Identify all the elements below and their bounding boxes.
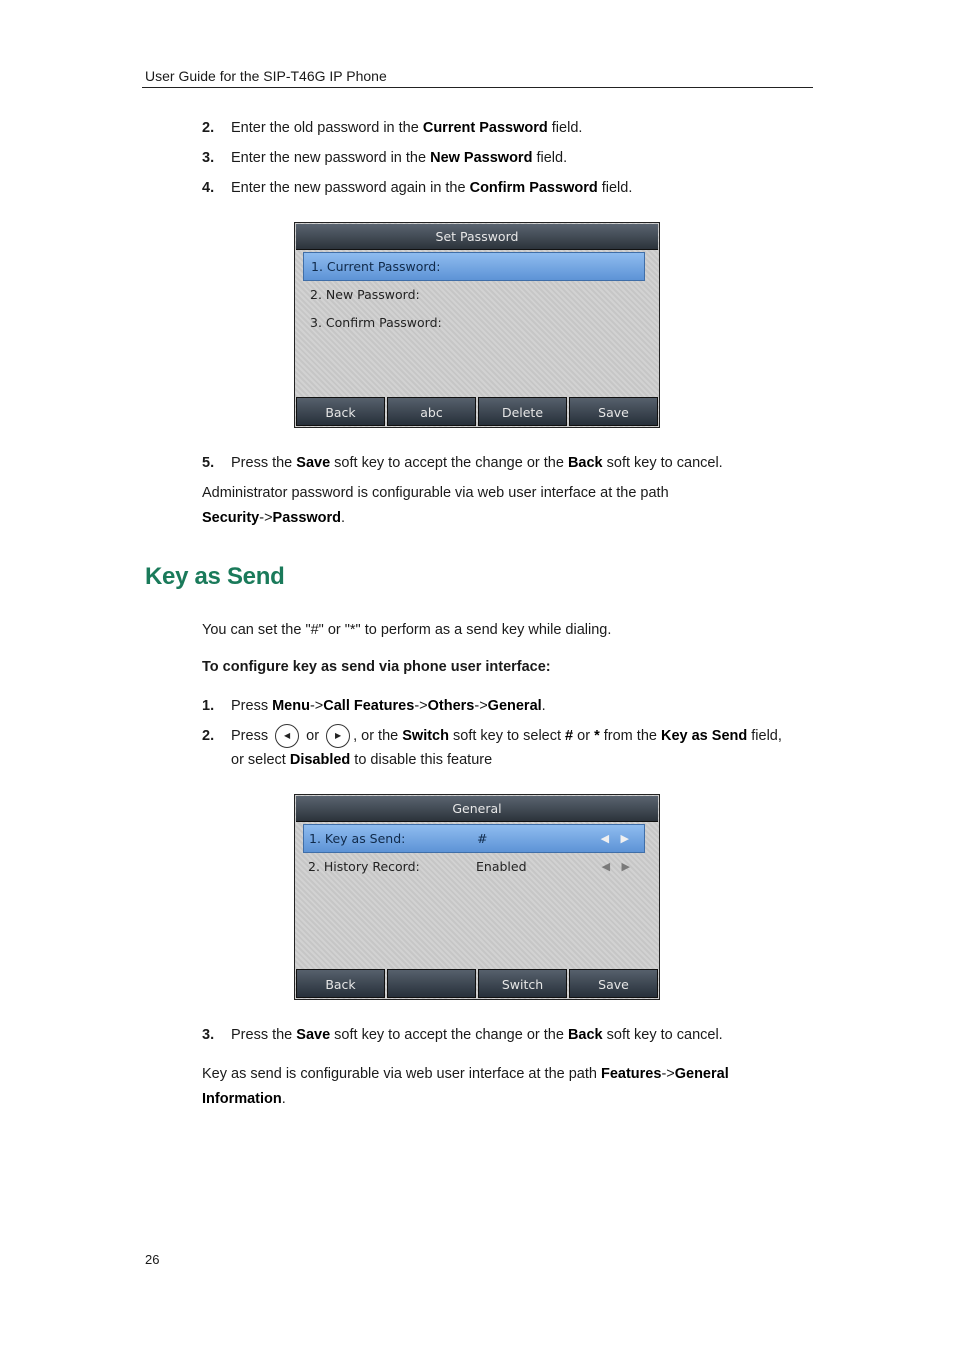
empty-softkey (387, 969, 476, 998)
step-2: 2. Enter the old password in the Current Password field. (202, 120, 583, 136)
admin-note: Administrator password is configurable via web user interface at the path Security->Password. (202, 485, 669, 526)
step-b1: 1. Press Menu->Call Features->Others->General. (202, 698, 546, 714)
left-right-arrow-icon[interactable]: ◀ ▶ (600, 832, 633, 845)
delete-softkey[interactable]: Delete (478, 397, 567, 426)
intro-paragraph: You can set the "#" or "*" to perform as a send key while dialing. (202, 622, 612, 638)
current-password-row[interactable]: 1. Current Password: (303, 252, 645, 281)
confirm-password-row[interactable]: 3. Confirm Password: (310, 315, 442, 330)
back-softkey[interactable]: Back (296, 397, 385, 426)
row-value: # (477, 831, 488, 846)
key-as-send-row[interactable] (303, 824, 645, 853)
step-4: 4. Enter the new password again in the Confirm Password field. (202, 180, 633, 196)
final-note: Key as send is configurable via web user interface at the path Features->General Information. (202, 1066, 729, 1107)
save-softkey[interactable]: Save (569, 397, 658, 426)
back-softkey[interactable]: Back (296, 969, 385, 998)
row-value: Enabled (476, 859, 527, 874)
set-password-screen (294, 222, 660, 428)
section-heading: Key as Send (145, 563, 285, 590)
screen-title: General (296, 796, 658, 822)
row-label: 1. Key as Send: (309, 831, 406, 846)
procedure-heading: To configure key as send via phone user interface: (202, 659, 551, 675)
left-nav-icon: ◀ (275, 724, 299, 748)
new-password-row[interactable]: 2. New Password: (310, 287, 420, 302)
left-right-arrow-icon[interactable]: ◀ ▶ (601, 860, 634, 873)
header-divider (142, 87, 813, 88)
softkey-bar (296, 969, 658, 998)
step-5: 5. Press the Save soft key to accept the change or the Back soft key to cancel. (202, 455, 723, 471)
history-record-row[interactable] (303, 853, 645, 880)
step-b2: 2. Press ◀ or ▶ , or the Switch soft key to select # or * from the Key as Send field, or select Disabled to disable this feature (202, 724, 812, 772)
abc-softkey[interactable]: abc (387, 397, 476, 426)
step-3: 3. Enter the new password in the New Password field. (202, 150, 568, 166)
page-number: 26 (145, 1252, 160, 1267)
screen-title: Set Password (296, 224, 658, 250)
save-softkey[interactable]: Save (569, 969, 658, 998)
running-header: User Guide for the SIP-T46G IP Phone (145, 68, 387, 84)
softkey-bar (296, 397, 658, 426)
row-label: 2. History Record: (308, 859, 420, 874)
general-screen (294, 794, 660, 1000)
switch-softkey[interactable]: Switch (478, 969, 567, 998)
right-nav-icon: ▶ (326, 724, 350, 748)
step-b3: 3. Press the Save soft key to accept the change or the Back soft key to cancel. (202, 1027, 723, 1043)
